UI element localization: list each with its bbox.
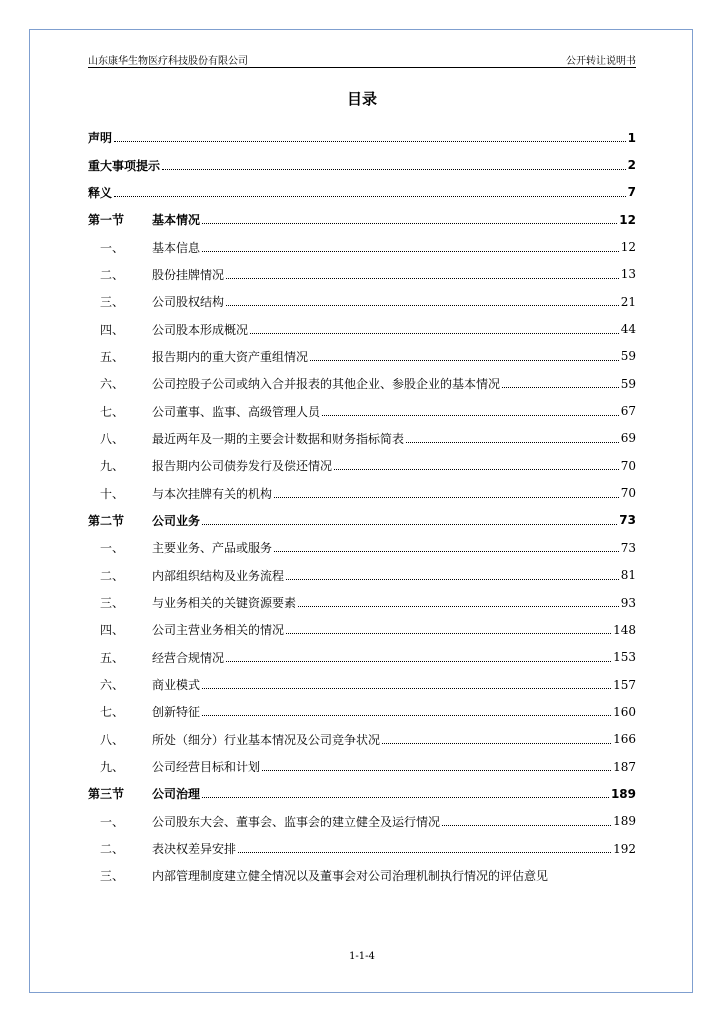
toc-entry-title: 公司股本形成概况 [152,322,249,337]
toc-entry-title: 公司控股子公司或纳入合并报表的其他企业、参股企业的基本情况 [152,377,501,392]
toc-dot-leader [202,251,619,252]
page-header [88,52,636,68]
toc-entry-number: 三、 [100,869,125,884]
toc-entry-number: 二、 [100,842,125,857]
toc-dot-leader [334,469,619,470]
toc-entry[interactable] [88,589,636,616]
toc-entry-title: 基本信息 [152,240,201,255]
header-company-name: 山东康华生物医疗科技股份有限公司 [88,56,248,67]
page-number: 1-1-4 [349,951,375,962]
toc-entry[interactable] [88,124,636,151]
toc-entry-page: 81 [620,568,636,583]
toc-entry-page: 7 [627,185,636,200]
toc-entry-title: 报告期内的重大资产重组情况 [152,349,309,364]
toc-entry[interactable] [88,179,636,206]
toc-entry-number: 九、 [100,760,125,775]
toc-entry-page: 73 [619,513,636,528]
toc-dot-leader [202,715,611,716]
toc-entry-page: 1 [627,130,636,145]
toc-entry-page: 73 [620,540,636,555]
toc-entry-title: 公司股东大会、董事会、监事会的建立健全及运行情况 [152,814,441,829]
toc-dot-leader [406,442,619,443]
toc-entry-title: 公司治理 [152,787,201,802]
toc-entry-title: 与业务相关的关键资源要素 [152,596,297,611]
toc-entry[interactable] [88,261,636,288]
toc-entry[interactable] [88,151,636,178]
toc-entry[interactable] [88,479,636,506]
toc-dot-leader [238,852,611,853]
toc-entry-number: 八、 [100,431,125,446]
toc-dot-leader [286,579,619,580]
toc-entry-title: 公司主营业务相关的情况 [152,623,285,638]
toc-entry-page: 12 [619,212,636,227]
toc-entry-page: 189 [610,786,636,801]
toc-entry[interactable] [88,835,636,862]
toc-entry-title: 与本次挂牌有关的机构 [152,486,273,501]
toc-entry-number: 五、 [100,650,125,665]
toc-entry-title: 重大事项提示 [88,158,161,173]
toc-entry[interactable] [88,726,636,753]
toc-entry-page: 160 [613,704,636,719]
toc-entry-page: 13 [620,267,636,282]
toc-entry-title: 公司董事、监事、高级管理人员 [152,404,321,419]
toc-dot-leader [226,305,619,306]
toc-entry[interactable] [88,315,636,342]
toc-entry-number: 八、 [100,732,125,747]
toc-entry-page: 93 [620,595,636,610]
toc-entry-page: 44 [620,322,636,337]
toc-dot-leader [114,196,626,197]
toc-entry[interactable] [88,698,636,725]
toc-entry[interactable] [88,780,636,807]
toc-entry[interactable] [88,233,636,260]
toc-entry-number: 三、 [100,295,125,310]
toc-entry-page: 70 [620,486,636,501]
toc-dot-leader [226,278,619,279]
toc-entry-page: 166 [613,732,636,747]
toc-entry-page: 59 [620,349,636,364]
toc-dot-leader [382,743,611,744]
toc-entry[interactable] [88,507,636,534]
toc-dot-leader [202,797,609,798]
toc-entry-title: 主要业务、产品或服务 [152,541,273,556]
toc-entry-title: 内部管理制度建立健全情况以及董事会对公司治理机制执行情况的评估意见 [152,869,549,884]
toc-entry-page: 70 [620,458,636,473]
header-document-type: 公开转让说明书 [566,56,636,67]
toc-entry[interactable] [88,534,636,561]
toc-dot-leader [202,223,617,224]
toc-entry[interactable] [88,343,636,370]
toc-entry-number: 二、 [100,568,125,583]
toc-dot-leader [310,360,619,361]
toc-entry[interactable] [88,808,636,835]
toc-entry-number: 一、 [100,814,125,829]
toc-entry-number: 四、 [100,322,125,337]
toc-entry-number: 第二节 [88,513,125,528]
toc-entry-page: 59 [620,376,636,391]
toc-entry[interactable] [88,425,636,452]
toc-entry-page: 187 [613,759,636,774]
toc-entry[interactable] [88,206,636,233]
toc-entry-page: 157 [613,677,636,692]
toc-dot-leader [162,169,626,170]
toc-dot-leader [262,770,611,771]
toc-entry[interactable] [88,452,636,479]
toc-dot-leader [286,633,611,634]
toc-dot-leader [298,606,619,607]
toc-entry-number: 九、 [100,459,125,474]
toc-dot-leader [502,387,619,388]
toc-entry-number: 十、 [100,486,125,501]
toc-entry[interactable] [88,288,636,315]
toc-entry-title: 释义 [88,185,113,200]
toc-dot-leader [202,524,617,525]
toc-entry-number: 七、 [100,705,125,720]
toc-entry-title: 基本情况 [152,213,201,228]
toc-entry-title: 报告期内公司债券发行及偿还情况 [152,459,333,474]
toc-entry-number: 六、 [100,678,125,693]
toc-entry[interactable] [88,644,636,671]
toc-entry[interactable] [88,753,636,780]
toc-entry-title: 商业模式 [152,678,201,693]
toc-entry[interactable] [88,397,636,424]
toc-entry[interactable] [88,562,636,589]
toc-entry-title: 经营合规情况 [152,650,225,665]
toc-entry[interactable] [88,370,636,397]
toc-entry-number: 第一节 [88,213,125,228]
toc-dot-leader [226,661,611,662]
toc-entry-title: 公司经营目标和计划 [152,760,261,775]
toc-entry-title: 创新特征 [152,705,201,720]
toc-entry-number: 三、 [100,596,125,611]
toc-dot-leader [442,825,611,826]
toc-entry-number: 一、 [100,240,125,255]
header-divider [88,67,636,68]
toc-entry-title: 公司股权结构 [152,295,225,310]
toc-dot-leader [114,141,626,142]
toc-entry-number: 一、 [100,541,125,556]
toc-dot-leader [274,497,619,498]
table-of-contents [88,124,636,890]
toc-entry-number: 六、 [100,377,125,392]
toc-dot-leader [202,688,611,689]
toc-entry-title: 公司业务 [152,513,201,528]
toc-entry-page: 153 [613,650,636,665]
toc-entry[interactable] [88,862,636,889]
toc-entry-number: 第三节 [88,787,125,802]
toc-entry-page: 148 [613,622,636,637]
toc-entry-title: 所处（细分）行业基本情况及公司竞争状况 [152,732,381,747]
toc-entry-page: 21 [620,294,636,309]
toc-entry-page: 192 [613,841,636,856]
toc-entry-number: 七、 [100,404,125,419]
toc-entry[interactable] [88,616,636,643]
toc-dot-leader [322,415,619,416]
toc-entry-page: 189 [613,814,636,829]
toc-entry-page: 12 [620,240,636,255]
toc-entry-page: 69 [620,431,636,446]
toc-entry-number: 五、 [100,349,125,364]
toc-entry-title: 股份挂牌情况 [152,267,225,282]
toc-entry-title: 声明 [88,131,113,146]
toc-entry-number: 二、 [100,267,125,282]
toc-entry-title: 内部组织结构及业务流程 [152,568,285,583]
toc-entry[interactable] [88,671,636,698]
toc-entry-title: 最近两年及一期的主要会计数据和财务指标简表 [152,431,405,446]
toc-entry-title: 表决权差异安排 [152,842,237,857]
toc-dot-leader [274,551,619,552]
toc-entry-page: 2 [627,158,636,173]
toc-entry-number: 四、 [100,623,125,638]
toc-entry-page: 67 [620,404,636,419]
toc-dot-leader [250,333,619,334]
page-title: 目录 [346,90,377,108]
